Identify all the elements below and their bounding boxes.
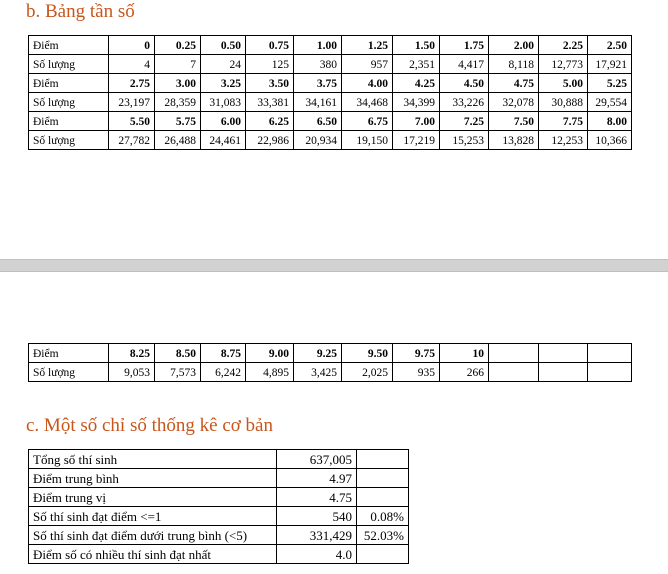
count-row xyxy=(29,55,632,74)
stats-row xyxy=(29,526,409,545)
frequency-table-part-1 xyxy=(28,35,632,150)
count-cell xyxy=(539,363,588,382)
stat-label: Số thí sinh đạt điểm dưới trung bình (<5) xyxy=(29,526,277,545)
count-cell: 7 xyxy=(155,55,201,74)
score-row-label: Điểm xyxy=(29,36,109,55)
count-cell: 9,053 xyxy=(109,363,155,382)
count-cell: 2,351 xyxy=(393,55,440,74)
score-cell: 6.75 xyxy=(342,112,393,131)
count-cell: 30,888 xyxy=(539,93,588,112)
score-cell: 7.25 xyxy=(440,112,489,131)
count-cell: 12,773 xyxy=(539,55,588,74)
score-row-label: Điểm xyxy=(29,112,109,131)
stat-label: Điểm số có nhiều thí sinh đạt nhất xyxy=(29,545,277,564)
stat-percent xyxy=(357,450,409,469)
score-cell: 0.50 xyxy=(201,36,246,55)
score-cell: 5.25 xyxy=(588,74,632,93)
count-cell: 22,986 xyxy=(246,131,294,150)
count-cell: 28,359 xyxy=(155,93,201,112)
stat-percent xyxy=(357,488,409,507)
score-row-label: Điểm xyxy=(29,344,109,363)
stat-percent: 0.08% xyxy=(357,507,409,526)
score-cell: 1.75 xyxy=(440,36,489,55)
stats-row xyxy=(29,469,409,488)
score-cell: 4.25 xyxy=(393,74,440,93)
count-cell: 4,895 xyxy=(246,363,294,382)
count-cell: 4,417 xyxy=(440,55,489,74)
count-cell: 32,078 xyxy=(489,93,539,112)
stat-value: 4.0 xyxy=(277,545,357,564)
count-row-label: Số lượng xyxy=(29,131,109,150)
count-cell: 6,242 xyxy=(201,363,246,382)
score-cell: 2.00 xyxy=(489,36,539,55)
score-cell: 8.25 xyxy=(109,344,155,363)
stats-row xyxy=(29,488,409,507)
count-row xyxy=(29,363,632,382)
count-cell: 15,253 xyxy=(440,131,489,150)
section-c-heading: c. Một số chỉ số thống kê cơ bản xyxy=(26,415,273,436)
stat-percent: 52.03% xyxy=(357,526,409,545)
count-cell: 7,573 xyxy=(155,363,201,382)
count-cell: 34,468 xyxy=(342,93,393,112)
count-cell: 27,782 xyxy=(109,131,155,150)
count-cell: 33,381 xyxy=(246,93,294,112)
count-cell: 957 xyxy=(342,55,393,74)
count-cell: 34,161 xyxy=(294,93,342,112)
score-cell: 0.75 xyxy=(246,36,294,55)
score-cell: 0 xyxy=(109,36,155,55)
stats-row xyxy=(29,507,409,526)
score-cell: 5.50 xyxy=(109,112,155,131)
basic-statistics-table xyxy=(28,449,409,564)
stat-value: 4.75 xyxy=(277,488,357,507)
score-cell: 2.50 xyxy=(588,36,632,55)
count-cell xyxy=(489,363,539,382)
score-cell: 3.50 xyxy=(246,74,294,93)
score-cell: 1.00 xyxy=(294,36,342,55)
score-cell: 6.00 xyxy=(201,112,246,131)
count-cell: 8,118 xyxy=(489,55,539,74)
stats-row xyxy=(29,545,409,564)
count-cell: 19,150 xyxy=(342,131,393,150)
score-cell: 4.00 xyxy=(342,74,393,93)
score-cell: 3.00 xyxy=(155,74,201,93)
count-cell: 935 xyxy=(393,363,440,382)
stat-label: Điểm trung bình xyxy=(29,469,277,488)
score-cell: 3.75 xyxy=(294,74,342,93)
stat-label: Điểm trung vị xyxy=(29,488,277,507)
score-row xyxy=(29,112,632,131)
count-cell: 24 xyxy=(201,55,246,74)
count-cell: 4 xyxy=(109,55,155,74)
score-row xyxy=(29,36,632,55)
score-row xyxy=(29,74,632,93)
stat-value: 637,005 xyxy=(277,450,357,469)
score-cell: 3.25 xyxy=(201,74,246,93)
score-cell: 7.00 xyxy=(393,112,440,131)
count-cell: 17,219 xyxy=(393,131,440,150)
section-b-heading: b. Bảng tần số xyxy=(26,1,135,22)
score-cell: 7.75 xyxy=(539,112,588,131)
score-cell: 4.75 xyxy=(489,74,539,93)
score-cell: 7.50 xyxy=(489,112,539,131)
count-row-label: Số lượng xyxy=(29,93,109,112)
count-cell xyxy=(588,363,632,382)
score-cell: 0.25 xyxy=(155,36,201,55)
count-cell: 13,828 xyxy=(489,131,539,150)
stat-percent xyxy=(357,545,409,564)
score-cell: 8.75 xyxy=(201,344,246,363)
count-cell: 266 xyxy=(440,363,489,382)
count-row xyxy=(29,131,632,150)
score-cell xyxy=(539,344,588,363)
count-row-label: Số lượng xyxy=(29,55,109,74)
count-cell: 2,025 xyxy=(342,363,393,382)
stat-percent xyxy=(357,469,409,488)
score-cell: 9.75 xyxy=(393,344,440,363)
count-cell: 34,399 xyxy=(393,93,440,112)
score-row xyxy=(29,344,632,363)
count-row xyxy=(29,93,632,112)
score-cell: 9.25 xyxy=(294,344,342,363)
score-cell: 10 xyxy=(440,344,489,363)
frequency-table-part-2 xyxy=(28,343,632,382)
stat-value: 4.97 xyxy=(277,469,357,488)
score-cell: 9.00 xyxy=(246,344,294,363)
score-cell: 5.00 xyxy=(539,74,588,93)
score-cell: 8.50 xyxy=(155,344,201,363)
score-cell: 2.75 xyxy=(109,74,155,93)
score-cell: 6.50 xyxy=(294,112,342,131)
count-cell: 17,921 xyxy=(588,55,632,74)
count-row-label: Số lượng xyxy=(29,363,109,382)
stat-label: Số thí sinh đạt điểm <=1 xyxy=(29,507,277,526)
count-cell: 125 xyxy=(246,55,294,74)
score-cell: 1.25 xyxy=(342,36,393,55)
count-cell: 26,488 xyxy=(155,131,201,150)
count-cell: 12,253 xyxy=(539,131,588,150)
score-row-label: Điểm xyxy=(29,74,109,93)
score-cell: 6.25 xyxy=(246,112,294,131)
count-cell: 20,934 xyxy=(294,131,342,150)
count-cell: 380 xyxy=(294,55,342,74)
count-cell: 3,425 xyxy=(294,363,342,382)
count-cell: 24,461 xyxy=(201,131,246,150)
score-cell: 5.75 xyxy=(155,112,201,131)
stats-row xyxy=(29,450,409,469)
count-cell: 10,366 xyxy=(588,131,632,150)
count-cell: 29,554 xyxy=(588,93,632,112)
score-cell: 9.50 xyxy=(342,344,393,363)
stat-value: 331,429 xyxy=(277,526,357,545)
stat-label: Tổng số thí sinh xyxy=(29,450,277,469)
score-cell xyxy=(489,344,539,363)
score-cell: 4.50 xyxy=(440,74,489,93)
page-break-gap xyxy=(0,259,668,272)
score-cell xyxy=(588,344,632,363)
count-cell: 31,083 xyxy=(201,93,246,112)
count-cell: 23,197 xyxy=(109,93,155,112)
score-cell: 2.25 xyxy=(539,36,588,55)
score-cell: 1.50 xyxy=(393,36,440,55)
score-cell: 8.00 xyxy=(588,112,632,131)
count-cell: 33,226 xyxy=(440,93,489,112)
stat-value: 540 xyxy=(277,507,357,526)
